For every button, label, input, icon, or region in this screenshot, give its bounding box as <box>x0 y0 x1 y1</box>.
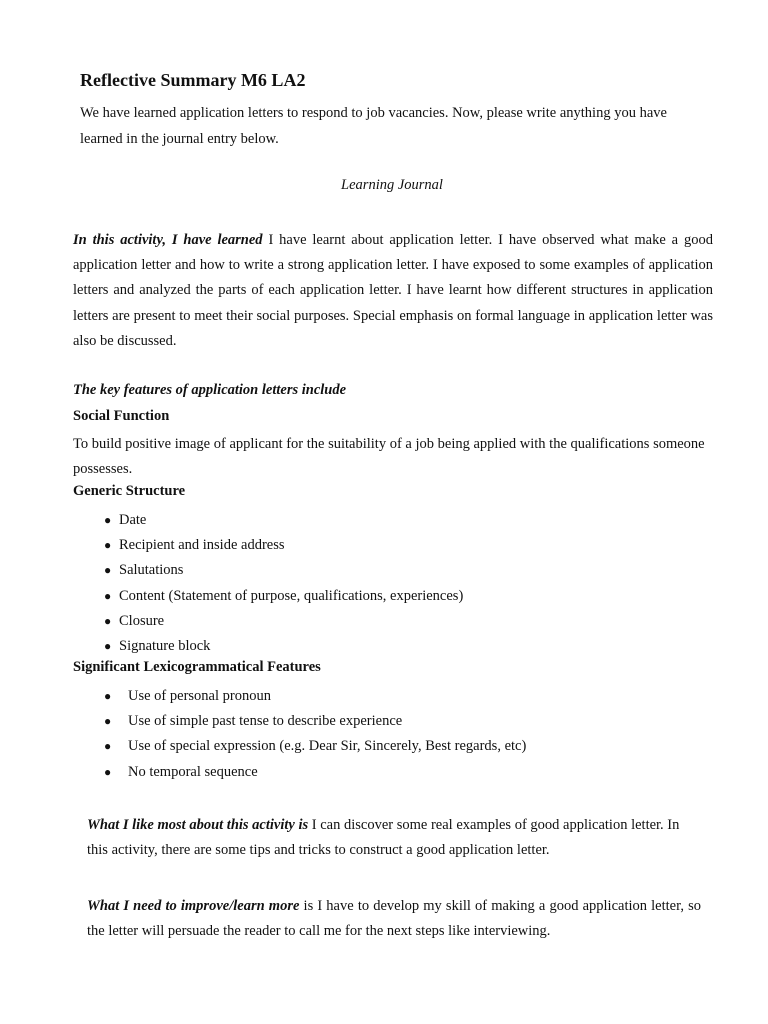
bullet-icon: ● <box>104 739 112 754</box>
like-most-lead: What I like most about this activity is <box>87 817 309 833</box>
list-item: ● Salutations <box>119 558 463 583</box>
journal-title: Learning Journal <box>341 177 443 193</box>
list-item: ● Recipient and inside address <box>119 533 463 558</box>
improve-paragraph <box>87 894 701 944</box>
learned-paragraph <box>73 228 713 354</box>
key-features-heading: The key features of application letters include <box>73 382 347 398</box>
list-item: ● Use of personal pronoun <box>128 684 526 709</box>
list-item: ● Closure <box>119 609 463 634</box>
list-item: ● Use of special expression (e.g. Dear Sir, Sincerely, Best regards, etc) <box>128 734 526 759</box>
bullet-icon: ● <box>104 513 112 527</box>
lexicogrammatical-list <box>104 684 527 785</box>
generic-structure-heading: Generic Structure <box>73 483 186 499</box>
list-item: ● No temporal sequence <box>128 760 526 785</box>
bullet-icon: ● <box>104 538 112 553</box>
bullet-icon: ● <box>104 563 112 578</box>
improve-lead: What I need to improve/learn more <box>87 898 300 914</box>
document-title: Reflective Summary M6 LA2 <box>80 70 306 90</box>
bullet-icon: ● <box>104 588 112 603</box>
bullet-icon: ● <box>104 689 112 703</box>
like-most-text: I can discover some real examples of good application letter. In this activity, there are some tips and tricks to construct a good application letter. <box>87 817 680 859</box>
improve-text: is I have to develop my skill of making a good application letter, so the letter will persuade the reader to call me for the next steps like interviewing. <box>87 898 701 940</box>
list-item: ● Date <box>119 508 463 533</box>
generic-structure-list <box>104 508 464 659</box>
lexicogrammatical-heading: Significant Lexicogrammatical Features <box>73 659 321 675</box>
list-item: ● Content (Statement of purpose, qualifications, experiences) <box>119 584 463 609</box>
bullet-icon: ● <box>104 638 112 653</box>
bullet-icon: ● <box>104 764 112 779</box>
intro-text: We have learned application letters to respond to job vacancies. Now, please write anything you have learned in the journal entry below. <box>80 105 667 147</box>
social-function-text: To build positive image of applicant for the suitability of a job being applied with the qualifications someone possesses. <box>73 436 705 478</box>
bullet-icon: ● <box>104 613 112 628</box>
like-most-paragraph <box>87 813 701 863</box>
bullet-icon: ● <box>104 714 112 729</box>
list-item: ● Use of simple past tense to describe experience <box>128 709 526 734</box>
list-item: ● Signature block <box>119 634 463 659</box>
social-function-heading: Social Function <box>73 408 170 424</box>
learned-lead: In this activity, I have learned <box>73 232 263 248</box>
learned-text: I have learnt about application letter. I have observed what make a good application letter and how to write a strong application letter. I have exposed to some examples of application letters and analyzed the parts of each application letter. I have learnt how different structures in application letters are present to meet their social purposes. Special emphasis on formal language in application letter was also be discussed. <box>73 232 713 349</box>
